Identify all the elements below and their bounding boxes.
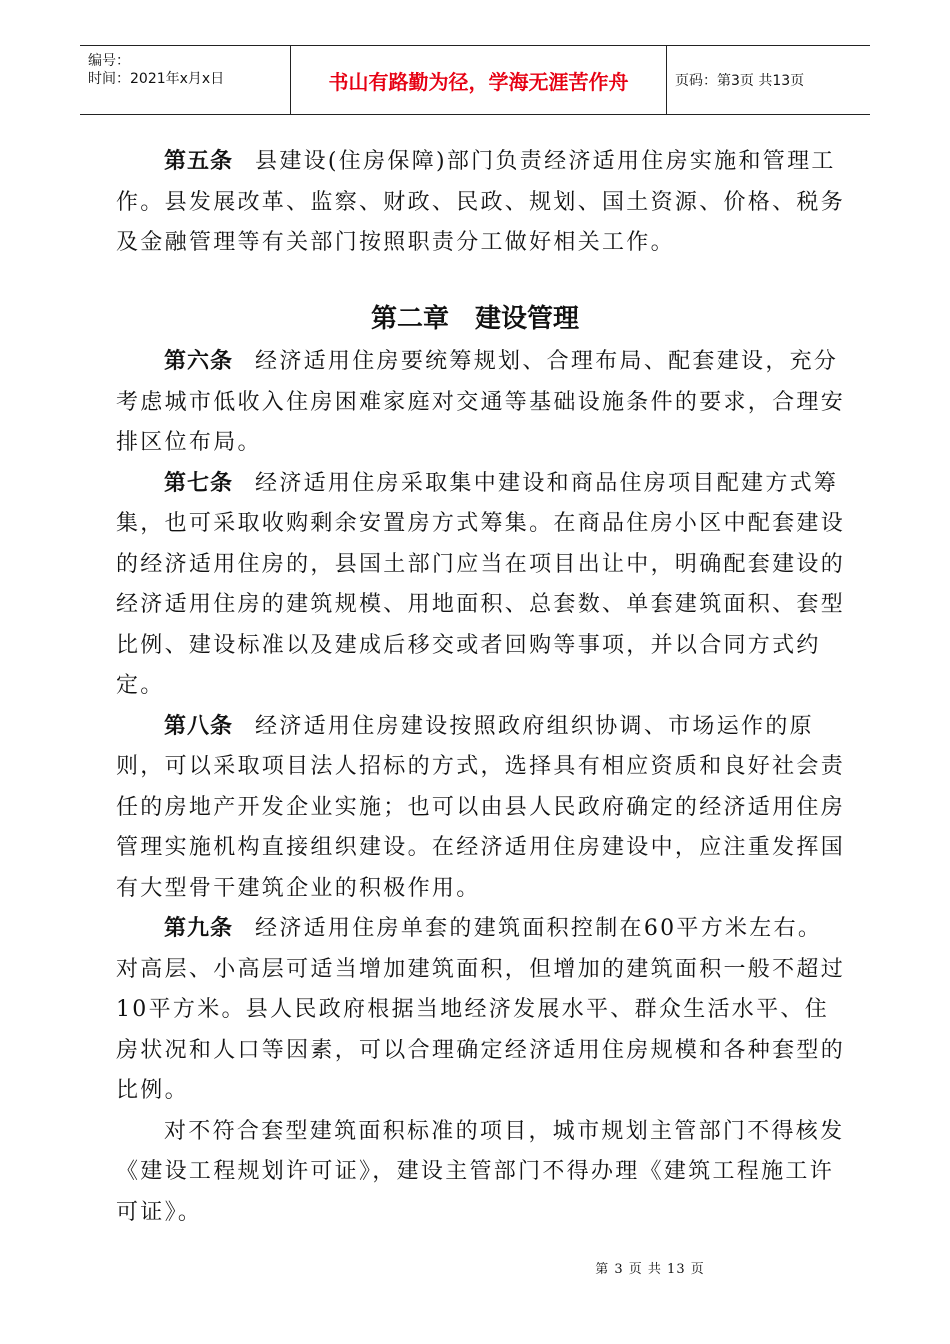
- article-9-title: 第九条: [164, 916, 234, 941]
- article-8-title: 第八条: [164, 713, 234, 739]
- header-meta: [80, 46, 291, 114]
- page-footer: 第 3 页 共 13 页: [595, 1262, 705, 1277]
- article-5-text: 县建设(住房保障)部门负责经济适用住房实施和管理工作。县发展改革、监察、财政、民政、规划、国土资源、价格、税务及金融管理等有关部门按照职责分工做好相关工作。: [116, 149, 846, 255]
- article-8: [116, 707, 846, 910]
- article-8-text: 经济适用住房建设按照政府组织协调、市场运作的原则，可以采取项目法人招标的方式，选择具有相应资质和良好社会责任的房地产开发企业实施；也可以由县人民政府确定的经济适用住房管理实施机构直接组织建设。在经济适用住房建设中，应注重发挥国有大型骨干建筑企业的积极作用。: [116, 713, 846, 901]
- chapter-name: 建设管理: [475, 304, 580, 334]
- article-9: [116, 909, 846, 1112]
- number-label: 编号：: [88, 53, 130, 69]
- time-label: 时间：2021年x月x日: [88, 71, 225, 87]
- header-page-info: 页码：第3页 共13页: [675, 73, 805, 89]
- article-6-title: 第六条: [164, 349, 234, 374]
- document-body: [116, 142, 846, 264]
- article-7-title: 第七条: [164, 470, 234, 496]
- article-5: [48, 142, 846, 264]
- header-motto: 书山有路勤为径，学海无涯苦作舟: [291, 46, 667, 114]
- chapter-number: 第二章: [370, 304, 449, 334]
- chapter-body: [116, 342, 846, 1233]
- page-header: [80, 45, 870, 115]
- paragraph-extra: 对不符合套型建筑面积标准的项目，城市规划主管部门不得核发《建设工程规划许可证》，建设主管部门不得办理《建筑工程施工许可证》。: [116, 1118, 845, 1225]
- article-5-title: 第五条: [164, 149, 234, 174]
- article-6: [116, 342, 846, 464]
- article-6-text: 经济适用住房要统筹规划、合理布局、配套建设，充分考虑城市低收入住房困难家庭对交通等基础设施条件的要求，合理安排区位布局。: [116, 349, 846, 455]
- chapter-heading: [0, 298, 950, 335]
- article-7: [116, 464, 846, 707]
- article-7-text: 经济适用住房采取集中建设和商品住房项目配建方式筹集，也可采取收购剩余安置房方式筹集。在商品住房小区中配套建设的经济适用住房的，县国土部门应当在项目出让中，明确配套建设的经济适用住房的建筑规模、用地面积、总套数、单套建筑面积、套型比例、建设标准以及建成后移交或者回购等事项，并以合同方式约定。: [116, 470, 846, 698]
- article-9-text: 经济适用住房单套的建筑面积控制在60平方米左右。对高层、小高层可适当增加建筑面积，但增加的建筑面积一般不超过10平方米。县人民政府根据当地经济发展水平、群众生活水平、住房状况和人口等因素，可以合理确定经济适用住房规模和各种套型的比例。: [116, 916, 846, 1103]
